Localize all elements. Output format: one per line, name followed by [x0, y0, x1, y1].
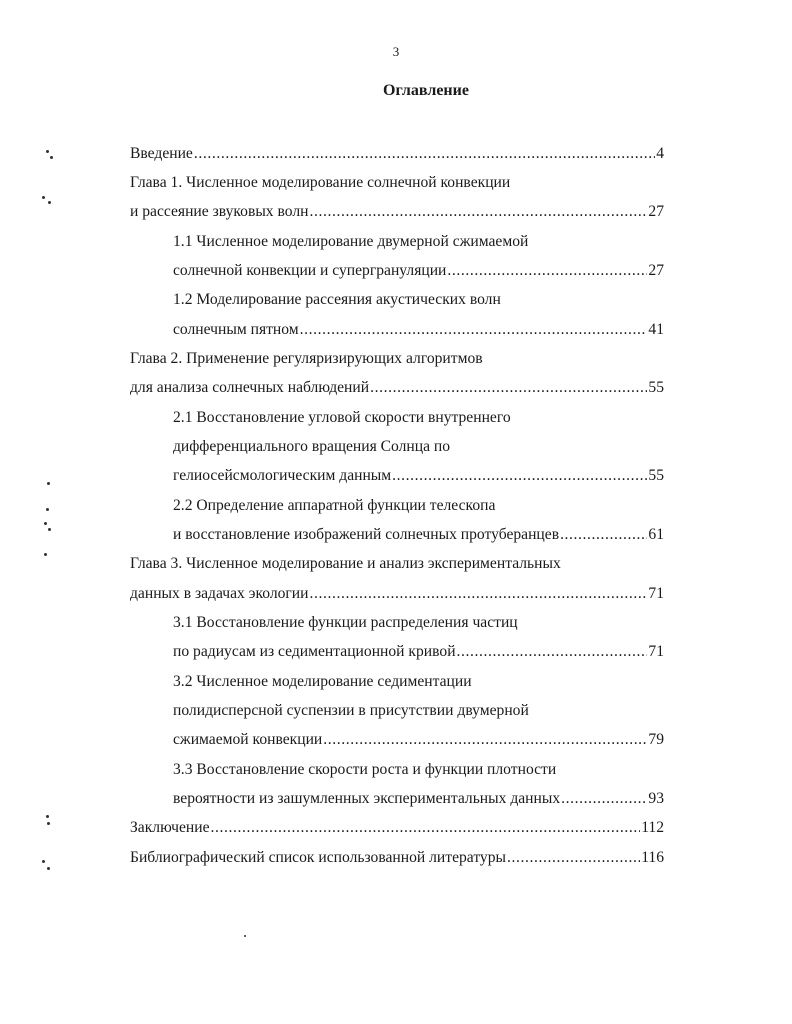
toc-entry-label: Библиографический список использованной литературы: [130, 849, 507, 866]
scan-speck: [47, 482, 50, 485]
scan-speck: [44, 553, 47, 556]
toc-entry-section-3-2-cont2[interactable]: [173, 725, 664, 754]
dot-leader: [392, 461, 647, 490]
toc-page-number: 4: [656, 145, 664, 162]
toc-entry-chapter-3[interactable]: [130, 549, 561, 578]
dot-leader: [507, 843, 640, 872]
page-number: 3: [392, 44, 400, 59]
toc-entry-label: солнечным пятном: [173, 321, 299, 338]
scan-speck: [244, 935, 246, 937]
toc-entry-section-2-1-cont2[interactable]: [173, 461, 664, 490]
toc-page-number: 27: [648, 262, 664, 279]
toc-page-number: 41: [648, 321, 664, 338]
dot-leader: [211, 813, 641, 842]
toc-entry-label: 3.2 Численное моделирование седиментации: [173, 673, 472, 690]
dot-leader: [370, 373, 647, 402]
toc-entry-label: гелиосейсмологическим данным: [173, 467, 392, 484]
toc-entry-chapter-3-cont[interactable]: [130, 579, 664, 608]
toc-entry-section-2-1[interactable]: [173, 403, 511, 432]
toc-entry-section-3-1[interactable]: [173, 608, 518, 637]
toc-entry-label: данных в задачах экологии: [130, 585, 309, 602]
toc-entry-section-1-1-cont[interactable]: [173, 256, 664, 285]
toc-entry-label: для анализа солнечных наблюдений: [130, 379, 370, 396]
scan-speck: [46, 508, 49, 511]
toc-entry-label: 3.1 Восстановление функции распределения частиц: [173, 614, 518, 631]
scan-speck: [46, 150, 49, 153]
toc-entry-label: и восстановление изображений солнечных протуберанцев: [173, 526, 560, 543]
scan-speck: [42, 860, 45, 863]
dot-leader: [194, 139, 655, 168]
toc-entry-introduction[interactable]: [130, 139, 664, 168]
toc-entry-chapter-1[interactable]: [130, 168, 510, 197]
toc-entry-chapter-2-cont[interactable]: [130, 373, 664, 402]
scan-speck: [47, 822, 50, 825]
page-title: Оглавление: [383, 82, 469, 99]
toc-entry-chapter-2[interactable]: [130, 344, 483, 373]
toc-entry-label: Глава 2. Применение регуляризирующих алгоритмов: [130, 350, 483, 367]
toc-entry-section-1-2[interactable]: [173, 285, 501, 314]
toc-entry-label: 2.1 Восстановление угловой скорости внутреннего: [173, 409, 511, 426]
toc-entry-conclusion[interactable]: [130, 813, 664, 842]
dot-leader: [300, 315, 648, 344]
toc-entry-section-1-2-cont[interactable]: [173, 315, 664, 344]
toc-entry-label: полидисперсной суспензии в присутствии двумерной: [173, 702, 529, 719]
toc-entry-section-2-1-cont[interactable]: [173, 432, 450, 461]
dot-leader: [561, 784, 647, 813]
toc-entry-section-1-1[interactable]: [173, 227, 528, 256]
toc-entry-section-3-1-cont[interactable]: [173, 637, 664, 666]
scan-speck: [42, 196, 45, 199]
dot-leader: [323, 725, 647, 754]
toc-entry-label: 1.2 Моделирование рассеяния акустических волн: [173, 291, 501, 308]
toc-entry-label: и рассеяние звуковых волн: [130, 203, 309, 220]
toc-entry-label: 2.2 Определение аппаратной функции телескопа: [173, 497, 496, 514]
toc-entry-label: Заключение: [130, 819, 210, 836]
scan-speck: [46, 815, 49, 818]
dot-leader: [560, 520, 647, 549]
scan-speck: [50, 156, 53, 159]
toc-entry-label: 3.3 Восстановление скорости роста и функции плотности: [173, 761, 557, 778]
toc-page-number: 71: [648, 585, 664, 602]
scan-speck: [48, 201, 51, 204]
toc-entry-label: солнечной конвекции и супергрануляции: [173, 262, 447, 279]
toc-entry-label: 1.1 Численное моделирование двумерной сжимаемой: [173, 233, 529, 250]
toc-entry-section-2-2[interactable]: [173, 491, 495, 520]
toc-page-number: 79: [648, 731, 664, 748]
toc-entry-section-2-2-cont[interactable]: [173, 520, 664, 549]
toc-entry-label: сжимаемой конвекции: [173, 731, 323, 748]
toc-page-number: 112: [641, 819, 664, 836]
toc-entry-bibliography[interactable]: [130, 843, 664, 872]
dot-leader: [457, 637, 648, 666]
toc-page-number: 55: [648, 379, 664, 396]
toc-entry-label: Глава 1. Численное моделирование солнечной конвекции: [130, 174, 511, 191]
dot-leader: [447, 256, 647, 285]
toc-page-number: 27: [648, 203, 664, 220]
toc-entry-section-3-2[interactable]: [173, 667, 472, 696]
dot-leader: [309, 197, 647, 226]
scan-speck: [44, 522, 47, 525]
toc-entry-label: дифференциального вращения Солнца по: [173, 438, 451, 455]
toc-entry-section-3-2-cont[interactable]: [173, 696, 529, 725]
toc-page-number: 93: [648, 790, 664, 807]
toc-entry-section-3-3[interactable]: [173, 755, 556, 784]
toc-entry-section-3-3-cont[interactable]: [173, 784, 664, 813]
scan-speck: [47, 867, 50, 870]
toc-entry-label: Введение: [130, 145, 193, 162]
toc-page-number: 71: [648, 643, 664, 660]
toc-entry-chapter-1-cont[interactable]: [130, 197, 664, 226]
toc-entry-label: Глава 3. Численное моделирование и анализ экспериментальных: [130, 555, 561, 572]
dot-leader: [309, 579, 647, 608]
toc-entry-label: по радиусам из седиментационной кривой: [173, 643, 456, 660]
toc-page-number: 61: [648, 526, 664, 543]
toc-entry-label: вероятности из зашумленных экспериментальных данных: [173, 790, 561, 807]
toc-page-number: 116: [641, 849, 664, 866]
toc-page-number: 55: [648, 467, 664, 484]
scan-speck: [48, 528, 51, 531]
